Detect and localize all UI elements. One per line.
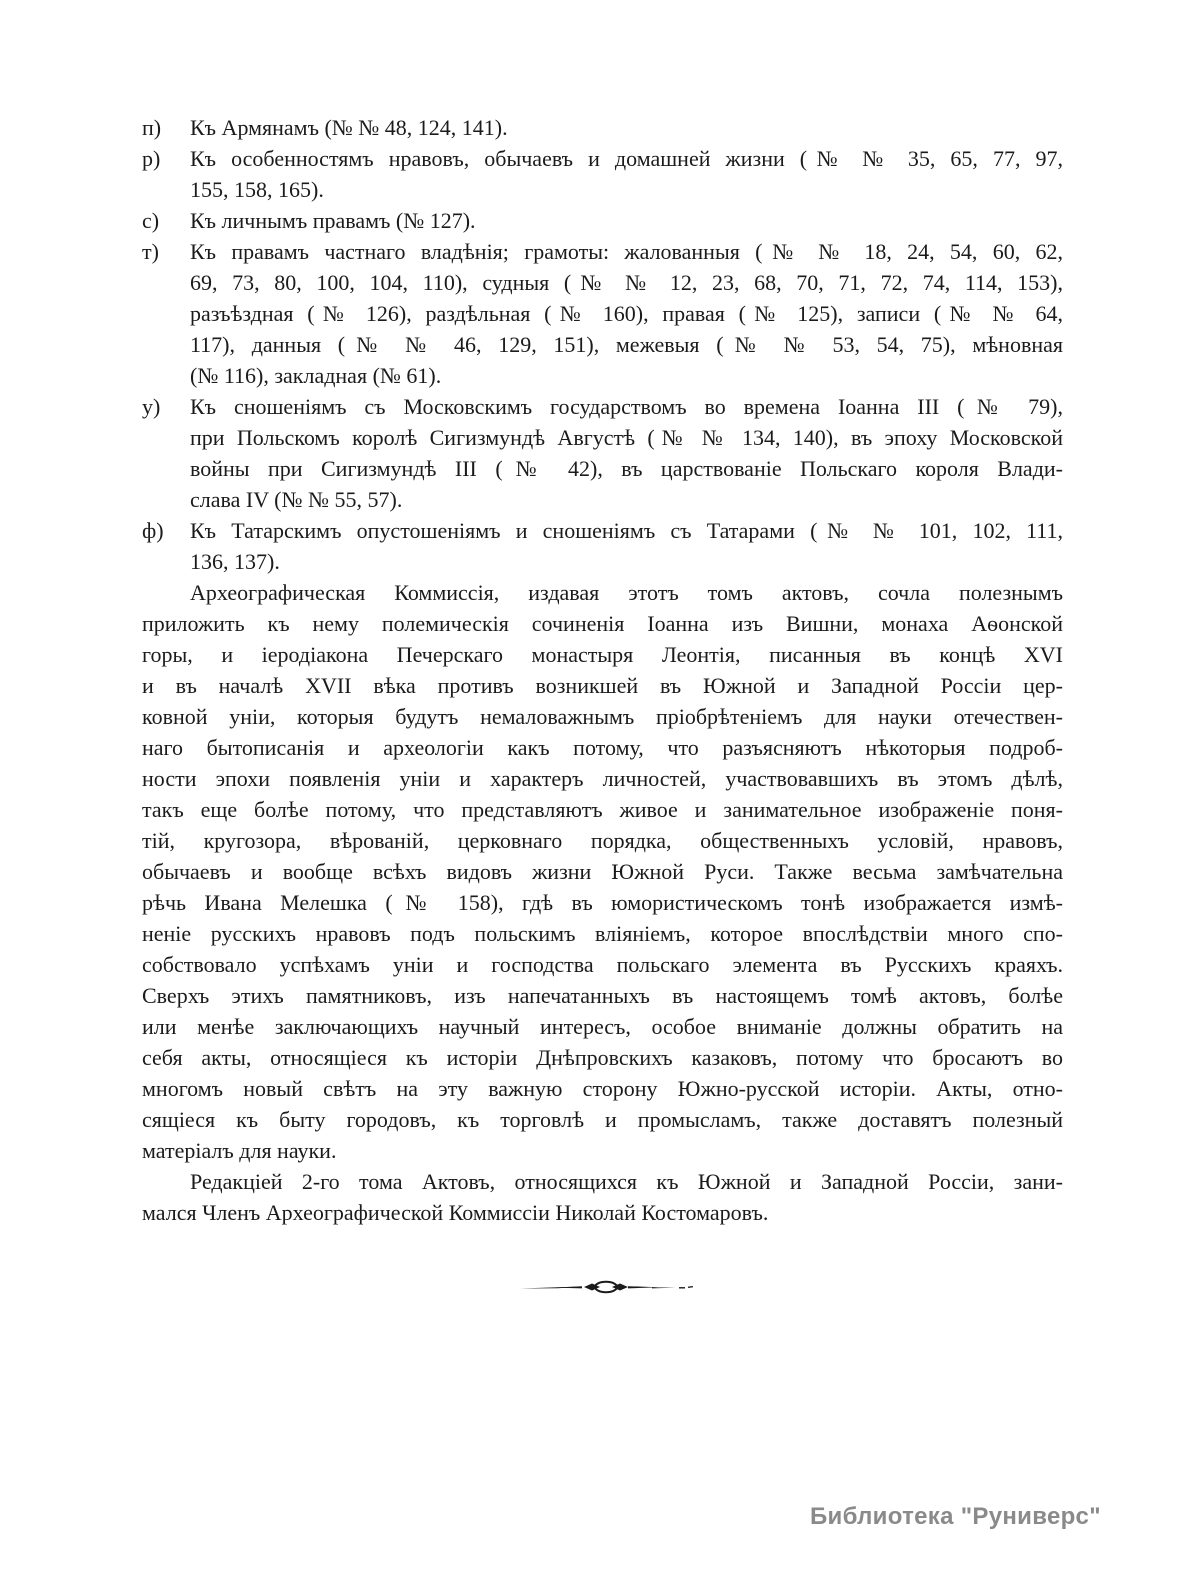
list-item bbox=[142, 391, 1063, 515]
text-line: войны при Сигизмундѣ III (№ 42), въ царствованіе Польскаго короля Влади- bbox=[190, 456, 1063, 481]
text-line: ности эпохи появленія уніи и характеръ личностей, участвовавшихъ въ этомъ дѣлѣ, bbox=[142, 766, 1063, 791]
text-line: при Польскомъ королѣ Сигизмундѣ Августѣ (№ № 134, 140), въ эпоху Московской bbox=[190, 425, 1063, 450]
item-marker: с) bbox=[142, 208, 160, 233]
text-line: разъѣздная (№ 126), раздѣльная (№ 160), правая (№ 125), записи (№ № 64, bbox=[190, 301, 1063, 326]
item-marker: п) bbox=[142, 115, 162, 140]
text-line: Къ правамъ частнаго владѣнія; грамоты: жалованныя (№ № 18, 24, 54, 60, 62, bbox=[190, 239, 1063, 264]
text-line: обычаевъ и вообще всѣхъ видовъ жизни Южной Руси. Также весьма замѣчательна bbox=[142, 859, 1063, 884]
item-marker: у) bbox=[142, 394, 161, 419]
item-marker: р) bbox=[142, 146, 161, 171]
text-line: Къ особенностямъ нравовъ, обычаевъ и домашней жизни (№ № 35, 65, 77, 97, bbox=[190, 146, 1063, 171]
divider-flourish-icon bbox=[518, 1278, 694, 1296]
section-divider-ornament bbox=[518, 1278, 694, 1296]
text-line: слава IV (№ № 55, 57). bbox=[190, 487, 403, 512]
text-line: рѣчь Ивана Мелешка (№ 158), гдѣ въ юмористическомъ тонѣ изображается измѣ- bbox=[142, 890, 1063, 915]
list-item bbox=[142, 205, 1063, 236]
text-line: Къ сношеніямъ съ Московскимъ государствомъ во времена Іоанна III (№ 79), bbox=[190, 394, 1063, 419]
text-line: Редакціей 2-го тома Актовъ, относящихся къ Южной и Западной Россіи, зани- bbox=[190, 1169, 1063, 1194]
text-line: собствовало успѣхамъ уніи и господства польскаго элемента въ Русскихъ краяхъ. bbox=[142, 952, 1063, 977]
text-line: многомъ новый свѣтъ на эту важную сторону Южно-русской исторіи. Акты, отно- bbox=[142, 1076, 1063, 1101]
text-line: Къ личнымъ правамъ (№ 127). bbox=[190, 208, 476, 233]
paragraph bbox=[142, 1166, 1063, 1228]
text-line: приложить къ нему полемическія сочиненія Іоанна изъ Вишни, монаха Аѳонской bbox=[142, 611, 1063, 636]
list-item bbox=[142, 236, 1063, 391]
text-line: себя акты, относящіеся къ исторіи Днѣпровскихъ казаковъ, потому что бросаютъ во bbox=[142, 1045, 1063, 1070]
text-line: 117), данныя (№ № 46, 129, 151), межевыя (№ № 53, 54, 75), мѣновная bbox=[190, 332, 1063, 357]
text-line: или менѣе заключающихъ научный интересъ, особое вниманіе должны обратить на bbox=[142, 1014, 1063, 1039]
text-line: Къ Армянамъ (№ № 48, 124, 141). bbox=[190, 115, 508, 140]
paragraph bbox=[142, 577, 1063, 1166]
text-line: Археографическая Коммиссія, издавая этотъ томъ актовъ, сочла полезнымъ bbox=[190, 580, 1063, 605]
text-line: ковной уніи, которыя будутъ немаловажнымъ пріобрѣтеніемъ для науки отечествен- bbox=[142, 704, 1063, 729]
item-marker: т) bbox=[142, 239, 159, 264]
text-line: (№ 116), закладная (№ 61). bbox=[190, 363, 442, 388]
text-line: матеріалъ для науки. bbox=[142, 1138, 337, 1163]
text-line: неніе русскихъ нравовъ подъ польскимъ вліяніемъ, которое впослѣдствіи много спо- bbox=[142, 921, 1063, 946]
text-line: мался Членъ Археографической Коммиссіи Николай Костомаровъ. bbox=[142, 1200, 769, 1225]
list-item bbox=[142, 143, 1063, 205]
item-marker: ф) bbox=[142, 518, 164, 543]
text-line: сящіеся къ быту городовъ, къ торговлѣ и промысламъ, также доставятъ полезный bbox=[142, 1107, 1063, 1132]
text-line: 155, 158, 165). bbox=[190, 177, 324, 202]
list-item bbox=[142, 515, 1063, 577]
text-line: горы, и іеродіакона Печерскаго монастыря Леонтія, писанныя въ концѣ XVI bbox=[142, 642, 1063, 667]
text-line: Къ Татарскимъ опустошеніямъ и сношеніямъ съ Татарами (№ № 101, 102, 111, bbox=[190, 518, 1063, 543]
text-line: Сверхъ этихъ памятниковъ, изъ напечатанныхъ въ настоящемъ томѣ актовъ, болѣе bbox=[142, 983, 1063, 1008]
text-line: 136, 137). bbox=[190, 549, 280, 574]
text-line: такъ еще болѣе потому, что представляютъ живое и занимательное изображеніе поня- bbox=[142, 797, 1063, 822]
text-block bbox=[142, 112, 1063, 1228]
text-line: тій, кругозора, вѣрованій, церковнаго порядка, общественныхъ условій, нравовъ, bbox=[142, 828, 1063, 853]
library-watermark: Библиотека "Руниверс" bbox=[810, 1503, 1101, 1530]
list-item bbox=[142, 112, 1063, 143]
text-line: и въ началѣ XVII вѣка противъ возникшей въ Южной и Западной Россіи цер- bbox=[142, 673, 1063, 698]
text-line: 69, 73, 80, 100, 104, 110), судныя (№ № 12, 23, 68, 70, 71, 72, 74, 114, 153), bbox=[190, 270, 1063, 295]
text-line: наго бытописанія и археологіи какъ потому, что разъясняютъ нѣкоторыя подроб- bbox=[142, 735, 1063, 760]
